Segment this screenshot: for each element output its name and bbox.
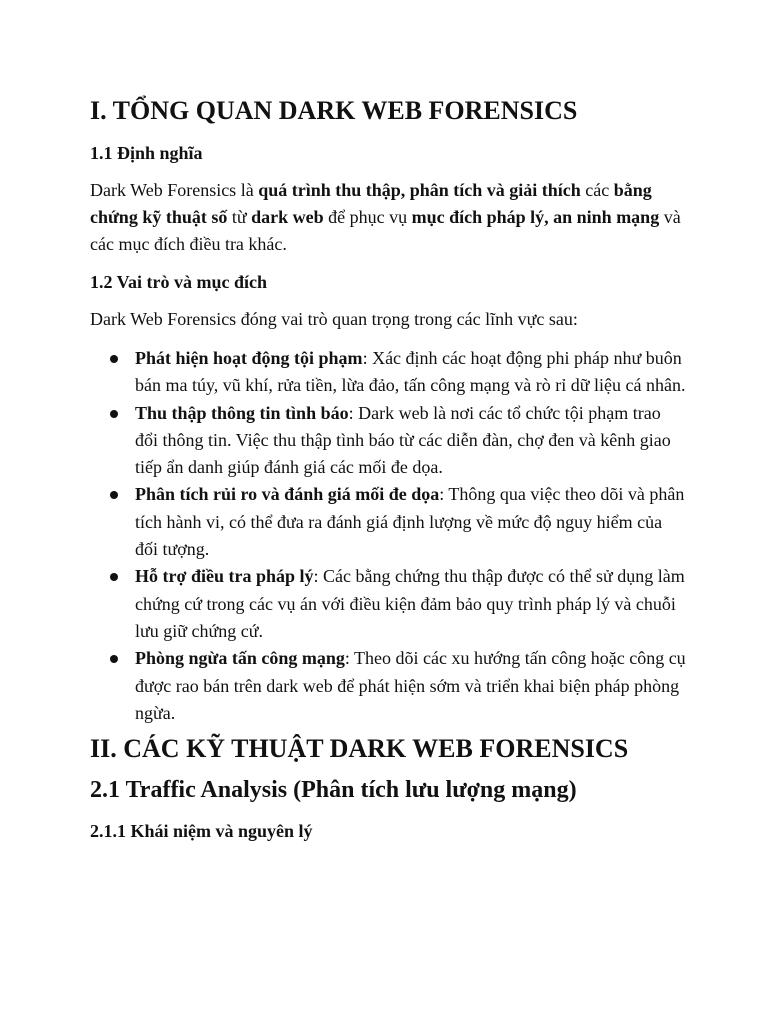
bullet-icon <box>110 355 118 363</box>
definition-text-3: từ <box>227 207 252 227</box>
bullet-icon <box>110 655 118 663</box>
list-item-term: Phát hiện hoạt động tội phạm <box>135 348 363 368</box>
role-list <box>90 345 688 727</box>
bullet-icon <box>110 410 118 418</box>
definition-text-2: các <box>580 180 614 200</box>
list-item <box>135 645 688 727</box>
role-intro-paragraph: Dark Web Forensics đóng vai trò quan trọng trong các lĩnh vực sau: <box>90 309 578 329</box>
list-item-desc: : Thông qua việc theo dõi và phân tích hành vi, có thể đưa ra đánh giá định lượng về mức độ nguy hiểm của đối tượng. <box>135 484 685 560</box>
definition-text-4: để phục vụ <box>323 207 412 227</box>
definition-bold-2: bằng chứng kỹ thuật số <box>90 180 652 227</box>
subsection-1-2-heading: 1.2 Vai trò và mục đích <box>90 272 268 292</box>
list-item-term: Phân tích rủi ro và đánh giá mối đe dọa <box>135 484 440 505</box>
subsection-2-1-heading: 2.1 Traffic Analysis (Phân tích lưu lượng mạng) <box>90 777 577 804</box>
list-item-desc: : Xác định các hoạt động phi pháp như buôn bán ma túy, vũ khí, rửa tiền, lừa đảo, tấn công mạng và rò rỉ dữ liệu cá nhân. <box>135 348 686 396</box>
list-item <box>135 400 688 482</box>
subsection-2-1-1-heading: 2.1.1 Khái niệm và nguyên lý <box>90 821 313 842</box>
list-item <box>135 563 688 645</box>
list-item <box>135 481 688 563</box>
list-item-term: Phòng ngừa tấn công mạng <box>135 648 345 669</box>
subsection-1-1-heading: 1.1 Định nghĩa <box>90 143 203 163</box>
list-item-term: Thu thập thông tin tình báo <box>135 402 349 423</box>
list-item <box>135 345 688 400</box>
list-item-desc: : Các bằng chứng thu thập được có thể sử dụng làm chứng cứ trong các vụ án với điều kiện đảm bảo quy trình pháp lý và chuỗi lưu giữ chứng cứ. <box>135 566 685 641</box>
definition-text-5: và các mục đích điều tra khác. <box>90 207 681 254</box>
bullet-icon <box>110 573 118 581</box>
definition-paragraph <box>90 177 688 258</box>
list-item-desc: : Theo dõi các xu hướng tấn công hoặc công cụ được rao bán trên dark web để phát hiện sớm và triển khai biện pháp phòng ngừa. <box>135 648 686 723</box>
list-item-desc: : Dark web là nơi các tổ chức tội phạm trao đổi thông tin. Việc thu thập tình báo từ các diễn đàn, chợ đen và kênh giao tiếp ẩn danh giúp đánh giá các mối đe dọa. <box>135 402 671 478</box>
section-2-heading: II. CÁC KỸ THUẬT DARK WEB FORENSICS <box>90 734 629 764</box>
definition-bold-3: dark web <box>251 207 324 227</box>
bullet-icon <box>110 491 118 499</box>
section-1-heading: I. TỔNG QUAN DARK WEB FORENSICS <box>90 96 578 125</box>
definition-text-1: Dark Web Forensics là <box>90 180 259 200</box>
definition-bold-4: mục đích pháp lý, an ninh mạng <box>411 207 660 227</box>
list-item-term: Hỗ trợ điều tra pháp lý <box>135 566 314 587</box>
definition-bold-1: quá trình thu thập, phân tích và giải thích <box>258 180 581 200</box>
